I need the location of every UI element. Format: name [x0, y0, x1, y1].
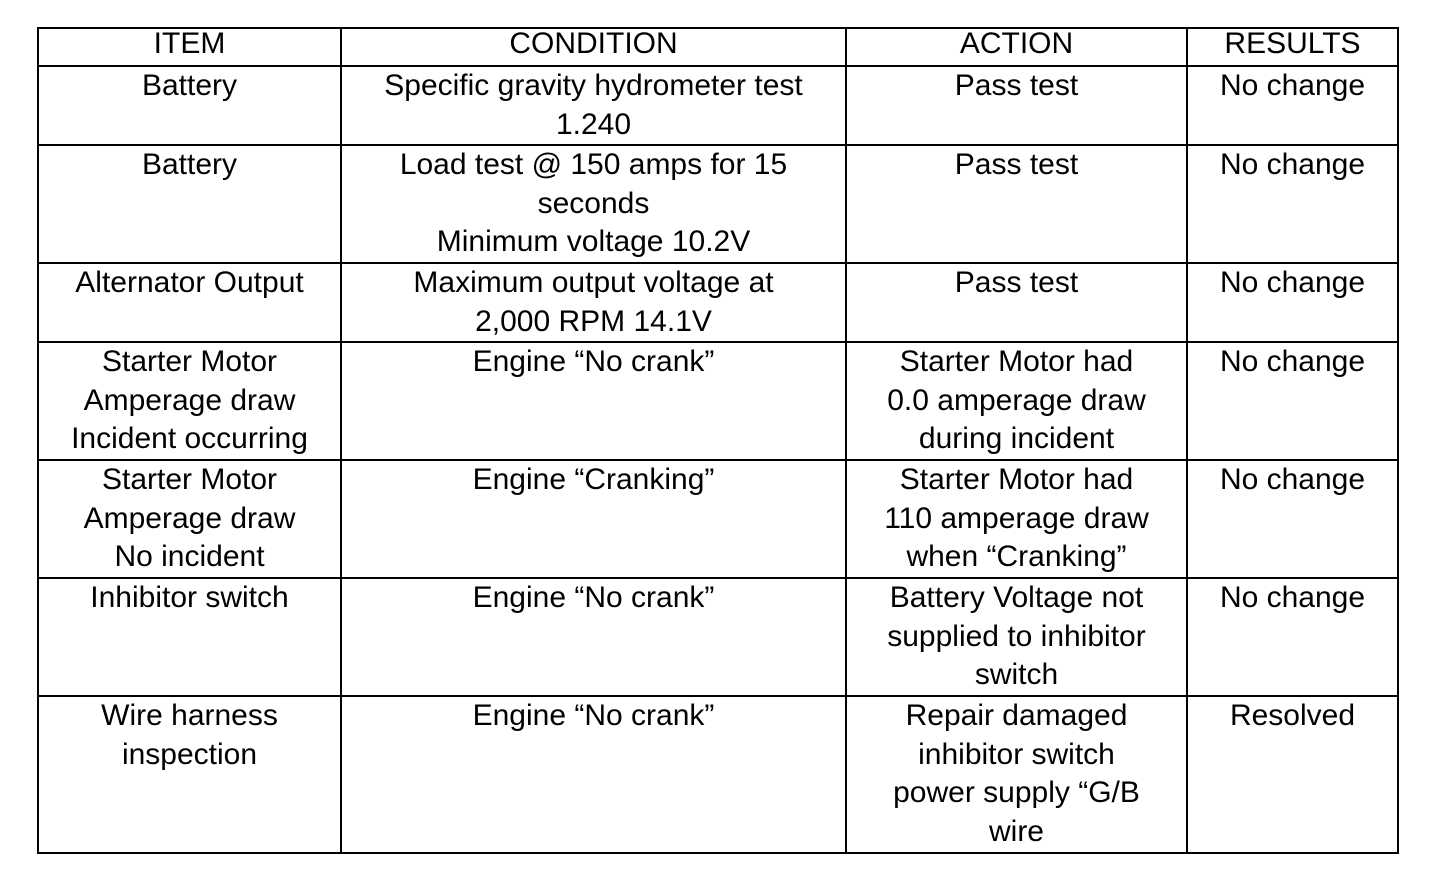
table-row	[38, 696, 1398, 853]
cell-condition: Engine “No crank”	[341, 696, 846, 853]
cell-item: Battery	[38, 66, 341, 145]
cell-action: Starter Motor had 0.0 amperage draw during incident	[846, 342, 1187, 460]
cell-condition: Engine “No crank”	[341, 578, 846, 696]
cell-result: No change	[1187, 145, 1398, 263]
cell-item: Starter Motor Amperage draw No incident	[38, 460, 341, 578]
cell-result: No change	[1187, 578, 1398, 696]
cell-result: No change	[1187, 460, 1398, 578]
header-item: ITEM	[38, 28, 341, 66]
header-action: ACTION	[846, 28, 1187, 66]
table-row	[38, 578, 1398, 696]
cell-action: Pass test	[846, 263, 1187, 342]
cell-result: No change	[1187, 66, 1398, 145]
table-row	[38, 460, 1398, 578]
header-row	[38, 28, 1398, 66]
header-condition: CONDITION	[341, 28, 846, 66]
cell-action: Battery Voltage not supplied to inhibitor switch	[846, 578, 1187, 696]
cell-condition: Load test @ 150 amps for 15 seconds Minimum voltage 10.2V	[341, 145, 846, 263]
diagnostic-table	[37, 27, 1399, 854]
cell-action: Pass test	[846, 145, 1187, 263]
header-results: RESULTS	[1187, 28, 1398, 66]
cell-result: Resolved	[1187, 696, 1398, 853]
table-row	[38, 145, 1398, 263]
cell-result: No change	[1187, 263, 1398, 342]
cell-action: Pass test	[846, 66, 1187, 145]
cell-item: Starter Motor Amperage draw Incident occurring	[38, 342, 341, 460]
cell-item: Alternator Output	[38, 263, 341, 342]
cell-result: No change	[1187, 342, 1398, 460]
cell-condition: Engine “Cranking”	[341, 460, 846, 578]
cell-action: Repair damaged inhibitor switch power supply “G/B wire	[846, 696, 1187, 853]
cell-item: Inhibitor switch	[38, 578, 341, 696]
cell-action: Starter Motor had 110 amperage draw when “Cranking”	[846, 460, 1187, 578]
cell-condition: Specific gravity hydrometer test 1.240	[341, 66, 846, 145]
table-row	[38, 342, 1398, 460]
cell-condition: Maximum output voltage at 2,000 RPM 14.1V	[341, 263, 846, 342]
table-row	[38, 66, 1398, 145]
cell-condition: Engine “No crank”	[341, 342, 846, 460]
cell-item: Battery	[38, 145, 341, 263]
table-row	[38, 263, 1398, 342]
cell-item: Wire harness inspection	[38, 696, 341, 853]
